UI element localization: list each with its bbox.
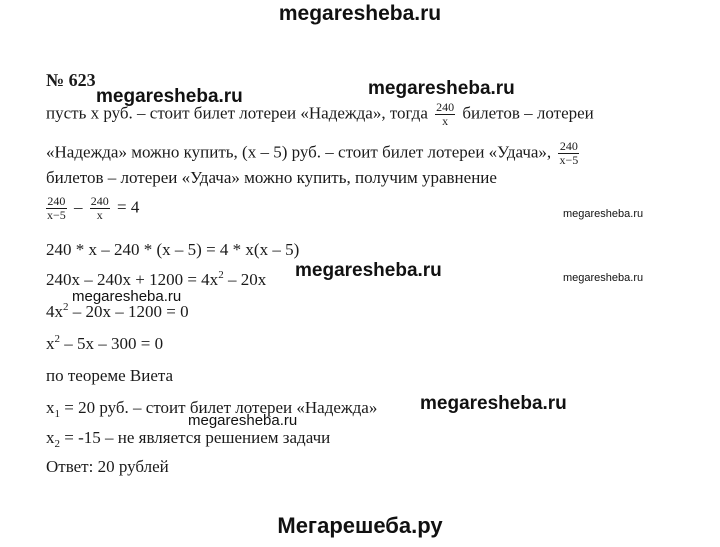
equation-3-part-a: 240x – 240x + 1200 = 4x xyxy=(46,270,219,289)
root-index: 1 xyxy=(54,408,60,420)
line1-text-b: билетов – лотереи xyxy=(462,103,594,123)
equation-1 xyxy=(46,195,139,222)
watermark: megaresheba.ru xyxy=(563,272,644,284)
line2-text-a: «Надежда» можно купить, (x – 5) руб. – стоит билет лотереи «Удача», xyxy=(46,142,552,162)
vieta-line: по теореме Виета xyxy=(46,366,174,385)
root-1-text: = 20 руб. – стоит билет лотереи «Надежда» xyxy=(60,398,378,417)
equation-fraction-right xyxy=(90,195,110,222)
root-2-text: = -15 – не является решением задачи xyxy=(60,428,331,447)
equation-4 xyxy=(46,302,189,322)
equation-2: 240 * x – 240 * (x – 5) = 4 * x(x – 5) xyxy=(46,240,300,259)
exponent: 2 xyxy=(54,333,60,345)
solution-line-2 xyxy=(46,140,582,167)
site-footer: Мегарешеба.ру xyxy=(277,513,443,538)
watermark: megaresheba.ru xyxy=(295,260,442,281)
equation-4-part-a: 4x xyxy=(46,302,63,321)
fraction-numerator: 240 xyxy=(559,139,578,153)
equation-5 xyxy=(46,334,163,354)
equation-5-part-b: – 5x – 300 = 0 xyxy=(60,334,164,353)
root-variable: x xyxy=(46,398,55,417)
solution-line-3: билетов – лотереи «Удача» можно купить, получим уравнение xyxy=(46,168,497,187)
watermark: megaresheba.ru xyxy=(368,78,515,99)
root-index: 2 xyxy=(54,438,60,450)
watermark: megaresheba.ru xyxy=(563,208,644,220)
fraction-denominator: x−5 xyxy=(47,208,66,222)
fraction-240-over-x xyxy=(435,101,455,128)
problem-number: № 623 xyxy=(46,70,96,90)
equation-3 xyxy=(46,270,266,290)
watermark: megaresheba.ru xyxy=(188,412,298,429)
fraction-numerator: 240 xyxy=(90,194,109,208)
line1-text-a: пусть x руб. – стоит билет лотереи «Надежда», тогда xyxy=(46,103,428,123)
equation-rhs: = 4 xyxy=(117,197,140,217)
root-variable: x xyxy=(46,428,55,447)
equation-3-part-b: – 20x xyxy=(223,270,267,289)
watermark: megaresheba.ru xyxy=(96,86,243,107)
fraction-denominator: x xyxy=(96,208,103,222)
fraction-denominator: x−5 xyxy=(559,153,579,167)
watermark: megaresheba.ru xyxy=(420,393,567,414)
watermark: megaresheba.ru xyxy=(72,288,182,305)
equation-5-part-a: x xyxy=(46,334,55,353)
answer-line: Ответ: 20 рублей xyxy=(46,457,169,476)
exponent: 2 xyxy=(63,301,69,313)
site-header: megaresheba.ru xyxy=(278,2,442,25)
root-2-line xyxy=(46,428,330,448)
fraction-numerator: 240 xyxy=(436,100,455,114)
equation-fraction-left xyxy=(46,195,67,222)
fraction-numerator: 240 xyxy=(47,194,66,208)
equation-minus: – xyxy=(74,197,83,217)
equation-4-part-b: – 20x – 1200 = 0 xyxy=(68,302,189,321)
exponent: 2 xyxy=(218,269,224,281)
fraction-denominator: x xyxy=(442,114,449,128)
fraction-240-over-x-minus-5 xyxy=(558,140,579,167)
